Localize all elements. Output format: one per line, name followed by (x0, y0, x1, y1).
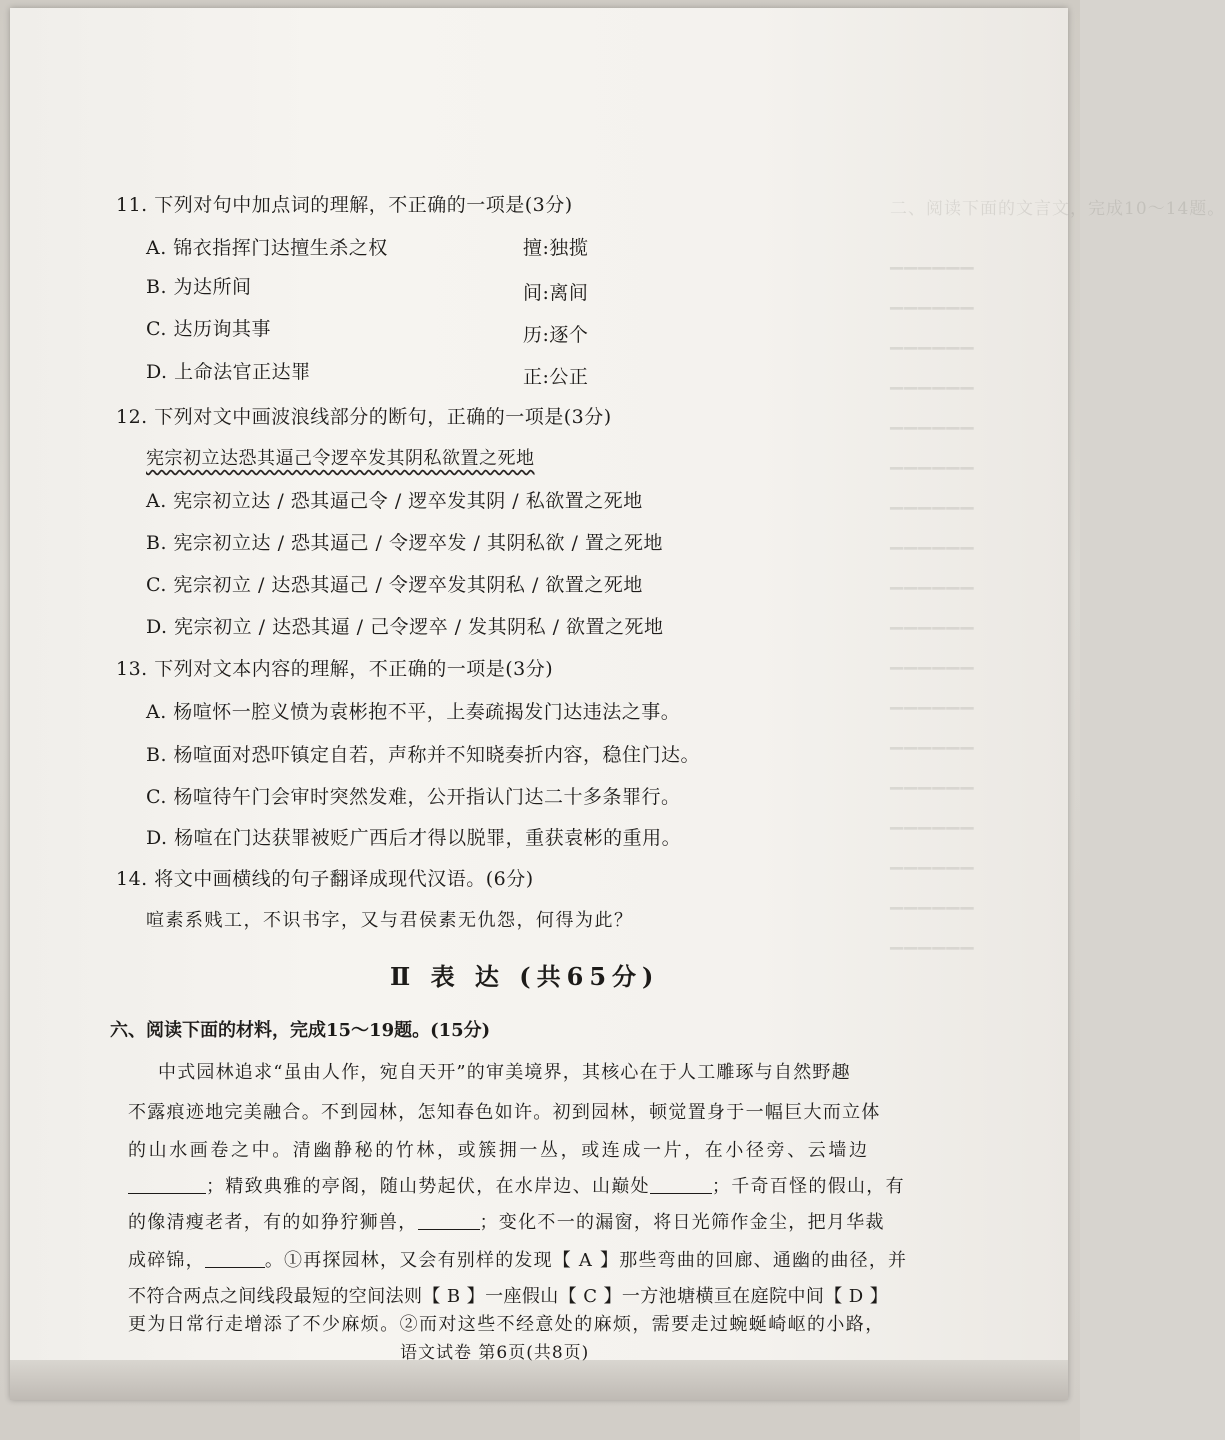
fill-blank-4[interactable] (205, 1249, 265, 1268)
passage-text-4a: ；精致典雅的亭阁，随山势起伏，在水岸边、山巅处 (206, 1176, 650, 1197)
page-bottom-edge (10, 1360, 1068, 1400)
bleed-through-text: 二、阅读下面的文言文，完成10～14题。 (890, 199, 1225, 219)
q13-stem: 13. 下列对文本内容的理解，不正确的一项是(3分) (116, 658, 554, 680)
q14-sentence: 喧素系贱工，不识书字，又与君侯素无仇怨，何得为此？ (146, 910, 634, 931)
passage-text-5b: ；变化不一的漏窗，将日光筛作金尘，把月华裁 (479, 1212, 885, 1233)
q12-passage (146, 444, 535, 470)
q11-stem: 11. 下列对句中加点词的理解，不正确的一项是(3分) (116, 194, 573, 216)
q13-option-c: C. 杨喧待午门会审时突然发难，公开指认门达二十多条罪行。 (146, 786, 681, 808)
q12-stem: 12. 下列对文中画波浪线部分的断句，正确的一项是(3分) (116, 406, 612, 428)
q11-option-b: B. 为达所间 (146, 276, 252, 298)
passage-line-8: 更为日常行走增添了不少麻烦。②而对这些不经意处的麻烦，需要走过蜿蜒崎岖的小路， (128, 1314, 885, 1335)
passage-line-3: 的山水画卷之中。清幽静秘的竹林，或簇拥一丛，或连成一片，在小径旁、云墙边 (128, 1140, 870, 1161)
passage-line-2: 不露痕迹地完美融合。不到园林，怎知春色如许。初到园林，顿觉置身于一幅巨大而立体 (128, 1102, 881, 1123)
q13-option-a: A. 杨喧怀一腔义愤为袁彬抱不平，上奏疏揭发门达违法之事。 (146, 701, 681, 723)
passage-line-6 (128, 1246, 907, 1272)
q11-gloss-d: 正:公正 (523, 366, 589, 388)
fill-blank-2[interactable] (650, 1175, 712, 1194)
passage-line-1: 中式园林追求“虽由人作，宛自天开”的审美境界，其核心在于人工雕琢与自然野趣 (158, 1062, 851, 1083)
q11-option-a: A. 锦衣指挥门达擅生杀之权 (146, 237, 388, 259)
section-six-heading: 六、阅读下面的材料，完成15～19题。(15分) (110, 1020, 491, 1041)
q12-option-a: A. 宪宗初立达 / 恐其逼己令 / 逻卒发其阴 / 私欲置之死地 (146, 490, 643, 512)
section-title: Ⅱ 表 达 (共65分) (390, 962, 660, 991)
passage-text-6a: 成碎锦， (128, 1250, 205, 1271)
fill-blank-3[interactable] (418, 1211, 480, 1230)
q11-gloss-a: 擅:独揽 (523, 237, 589, 259)
q14-stem: 14. 将文中画横线的句子翻译成现代汉语。(6分) (116, 868, 534, 890)
q12-option-d: D. 宪宗初立 / 达恐其逼 / 己令逻卒 / 发其阴私 / 欲置之死地 (146, 616, 664, 638)
q12-wavy-text: 宪宗初立达恐其逼己令逻卒发其阴私欲置之死地 (146, 448, 535, 469)
passage-text-4b: ；千奇百怪的假山，有 (711, 1176, 905, 1197)
passage-text-5a: 的像清瘦老者，有的如狰狞狮兽， (128, 1212, 418, 1233)
q13-option-d: D. 杨喧在门达获罪被贬广西后才得以脱罪，重获袁彬的重用。 (146, 827, 682, 849)
q12-option-c: C. 宪宗初立 / 达恐其逼己 / 令逻卒发其阴私 / 欲置之死地 (146, 574, 643, 596)
passage-text-6b: 。①再探园林，又会有别样的发现【 A 】那些弯曲的回廊、通幽的曲径，并 (264, 1250, 908, 1271)
q11-option-d: D. 上命法官正达罪 (146, 361, 311, 383)
q11-gloss-b: 间:离间 (523, 282, 589, 304)
bleed-through-column: ▔▔▔▔▔▔ ▔▔▔▔▔▔ ▔▔▔▔▔▔ ▔▔▔▔▔▔ ▔▔▔▔▔▔ ▔▔▔▔▔▔ ▔▔▔▔▔▔ ▔▔▔▔▔▔ ▔▔▔▔▔▔ ▔▔▔▔▔▔ ▔▔▔▔▔▔ ▔▔▔▔▔▔ ▔▔▔▔▔▔ ▔▔▔▔▔▔ ▔▔▔▔▔▔ ▔▔▔▔▔▔ ▔▔▔▔▔▔ ▔▔▔▔▔▔ (890, 268, 975, 968)
q13-option-b: B. 杨喧面对恐吓镇定自若，声称并不知晓奏折内容，稳住门达。 (146, 744, 701, 766)
q11-option-c: C. 达历询其事 (146, 318, 271, 340)
page-footer: 语文试卷 第6页(共8页) (400, 1343, 590, 1363)
q12-option-b: B. 宪宗初立达 / 恐其逼己 / 令逻卒发 / 其阴私欲 / 置之死地 (146, 532, 663, 554)
passage-line-4 (128, 1172, 905, 1198)
passage-line-5 (128, 1208, 885, 1234)
q11-gloss-c: 历:逐个 (523, 324, 589, 346)
fill-blank-1[interactable] (128, 1175, 206, 1194)
passage-line-7: 不符合两点之间线段最短的空间法则【 B 】一座假山【 C 】一方池塘横亘在庭院中间【 D 】 (128, 1286, 889, 1307)
